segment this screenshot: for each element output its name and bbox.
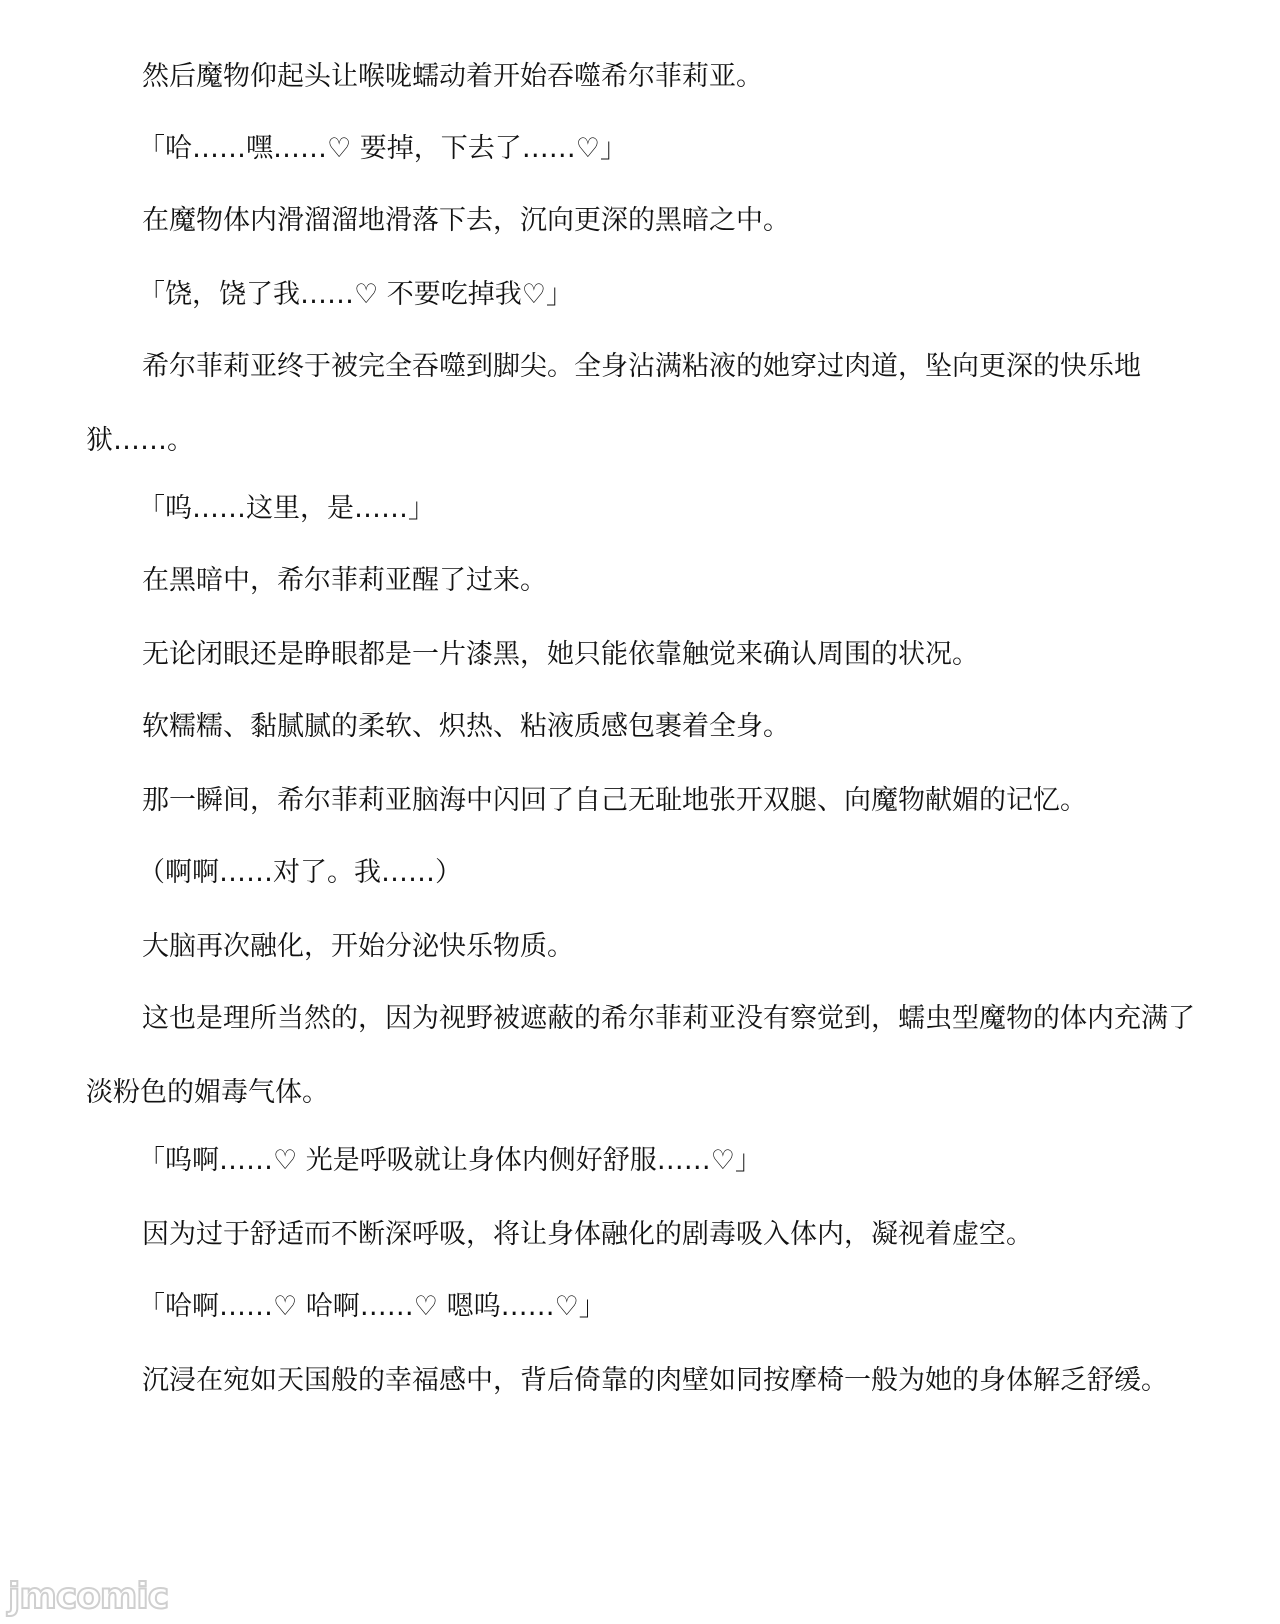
paragraph-6: 软糯糯、黏腻腻的柔软、炽热、粘液质感包裹着全身。 — [142, 711, 790, 742]
watermark-text: jmcomic — [8, 1576, 169, 1617]
dialogue-1: 「哈……嘿……♡ 要掉，下去了……♡」 — [138, 133, 627, 164]
paragraph-10: 因为过于舒适而不断深呼吸，将让身体融化的剧毒吸入体内，凝视着虚空。 — [142, 1219, 1033, 1250]
paragraph-4: 在黑暗中，希尔菲莉亚醒了过来。 — [142, 565, 547, 596]
paragraph-3: 希尔菲莉亚终于被完全吞噬到脚尖。全身沾满粘液的她穿过肉道，坠向更深的快乐地狱……。 — [86, 351, 1141, 456]
dialogue-5: 「哈啊……♡ 哈啊……♡ 嗯呜……♡」 — [138, 1291, 606, 1322]
paragraph-2: 在魔物体内滑溜溜地滑落下去，沉向更深的黑暗之中。 — [142, 205, 790, 236]
dialogue-4: 「呜啊……♡ 光是呼吸就让身体内侧好舒服……♡」 — [138, 1145, 762, 1176]
paragraph-5: 无论闭眼还是睁眼都是一片漆黑，她只能依靠触觉来确认周围的状况。 — [142, 639, 979, 670]
paragraph-1: 然后魔物仰起头让喉咙蠕动着开始吞噬希尔菲莉亚。 — [142, 61, 763, 92]
paragraph-8: 大脑再次融化，开始分泌快乐物质。 — [142, 931, 574, 962]
paragraph-11: 沉浸在宛如天国般的幸福感中，背后倚靠的肉壁如同按摩椅一般为她的身体解乏舒缓。 — [142, 1365, 1168, 1396]
paragraph-7: 那一瞬间，希尔菲莉亚脑海中闪回了自己无耻地张开双腿、向魔物献媚的记忆。 — [142, 785, 1087, 816]
watermark-logo — [8, 1576, 198, 1620]
dialogue-2: 「饶，饶了我……♡ 不要吃掉我♡」 — [138, 279, 573, 310]
dialogue-3: 「呜……这里，是……」 — [138, 493, 435, 524]
paragraph-9: 这也是理所当然的，因为视野被遮蔽的希尔菲莉亚没有察觉到，蠕虫型魔物的体内充满了淡粉色的媚毒气体。 — [86, 1003, 1195, 1108]
inner-thought-1: （啊啊……对了。我……） — [138, 857, 462, 888]
